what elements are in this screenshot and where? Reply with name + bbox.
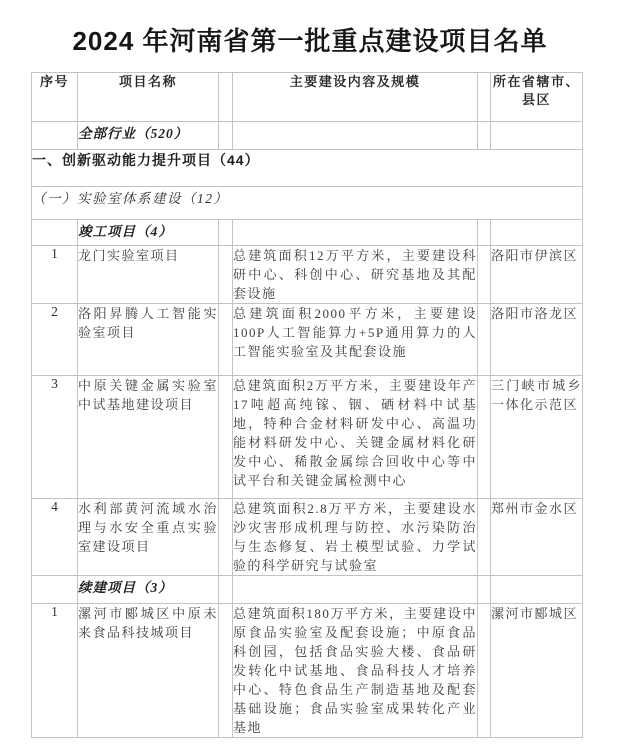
project-content: 总建筑面积12万平方米，主要建设科研中心、科创中心、研究基地及其配套设施 [233, 246, 478, 304]
empty-cell [478, 246, 491, 304]
empty-cell [233, 220, 478, 246]
empty-cell [32, 122, 78, 150]
projects-table [31, 72, 583, 738]
table-header-row [32, 73, 583, 122]
empty-cell [219, 304, 233, 376]
empty-cell [219, 499, 233, 576]
project-no: 4 [32, 499, 78, 576]
project-content: 总建筑面积2万平方米，主要建设年产17吨超高纯镓、铟、硒材料中试基地，特种合金材料研发中心、高温功能材料研发中心、关键金属材料化研发中心、稀散金属综合回收中心等中试平台和关键金属检测中心 [233, 376, 478, 499]
header-spacer-2 [478, 73, 491, 122]
project-location: 三门峡市城乡一体化示范区 [491, 376, 583, 499]
empty-cell [219, 576, 233, 604]
table-row-project-4 [32, 499, 583, 576]
project-location: 洛阳市伊滨区 [491, 246, 583, 304]
table-row-project-1 [32, 246, 583, 304]
header-content: 主要建设内容及规模 [233, 73, 478, 122]
table-row-section-innovation [32, 150, 583, 187]
project-name: 水利部黄河流域水治理与水安全重点实验室建设项目 [78, 499, 219, 576]
table-row-project-5 [32, 604, 583, 738]
empty-cell [478, 604, 491, 738]
project-no: 1 [32, 604, 78, 738]
empty-cell [219, 220, 233, 246]
empty-cell [478, 220, 491, 246]
empty-cell [478, 122, 491, 150]
project-no: 3 [32, 376, 78, 499]
project-location: 漯河市郾城区 [491, 604, 583, 738]
table-row-project-2 [32, 304, 583, 376]
empty-cell [491, 220, 583, 246]
header-location: 所在省辖市、县区 [491, 73, 583, 122]
group-label: 竣工项目（4） [78, 220, 219, 246]
header-no: 序号 [32, 73, 78, 122]
subsection-label: （一）实验室体系建设（12） [32, 187, 583, 220]
table-row-group-continued [32, 576, 583, 604]
project-name: 洛阳昇腾人工智能实验室项目 [78, 304, 219, 376]
empty-cell [478, 499, 491, 576]
empty-cell [478, 576, 491, 604]
empty-cell [32, 220, 78, 246]
header-name: 项目名称 [78, 73, 219, 122]
page-title: 2024 年河南省第一批重点建设项目名单 [72, 26, 548, 56]
empty-cell [219, 246, 233, 304]
project-name: 龙门实验室项目 [78, 246, 219, 304]
empty-cell [478, 376, 491, 499]
project-no: 1 [32, 246, 78, 304]
empty-cell [219, 122, 233, 150]
empty-cell [32, 576, 78, 604]
empty-cell [219, 604, 233, 738]
empty-cell [478, 304, 491, 376]
project-content: 总建筑面积2.8万平方米，主要建设水沙灾害形成机理与防控、水污染防治与生态修复、岩土模型试验、力学试验的科学研究与试验室 [233, 499, 478, 576]
project-no: 2 [32, 304, 78, 376]
project-name: 漯河市郾城区中原未来食品科技城项目 [78, 604, 219, 738]
group-label: 续建项目（3） [78, 576, 219, 604]
empty-cell [233, 122, 478, 150]
table-row-subsection-labs [32, 187, 583, 220]
empty-cell [233, 576, 478, 604]
empty-cell [491, 576, 583, 604]
project-content: 总建筑面积180万平方米，主要建设中原食品实验室及配套设施；中原食品科创园，包括食品实验大楼、食品研发转化中试基地、食品科技人才培养中心、特色食品生产制造基地及配套基础设施；食品实验室成果转化产业基地 [233, 604, 478, 738]
table-row-project-3 [32, 376, 583, 499]
project-location: 郑州市金水区 [491, 499, 583, 576]
empty-cell [491, 122, 583, 150]
project-name: 中原关键金属实验室中试基地建设项目 [78, 376, 219, 499]
project-content: 总建筑面积2000平方米，主要建设100P人工智能算力+5P通用算力的人工智能实验室及其配套设施 [233, 304, 478, 376]
header-spacer-1 [219, 73, 233, 122]
empty-cell [219, 376, 233, 499]
table-row-group-completed [32, 220, 583, 246]
table-row-group-all-industries [32, 122, 583, 150]
group-label: 全部行业（520） [78, 122, 219, 150]
project-location: 洛阳市洛龙区 [491, 304, 583, 376]
section-label: 一、创新驱动能力提升项目（44） [32, 150, 583, 187]
